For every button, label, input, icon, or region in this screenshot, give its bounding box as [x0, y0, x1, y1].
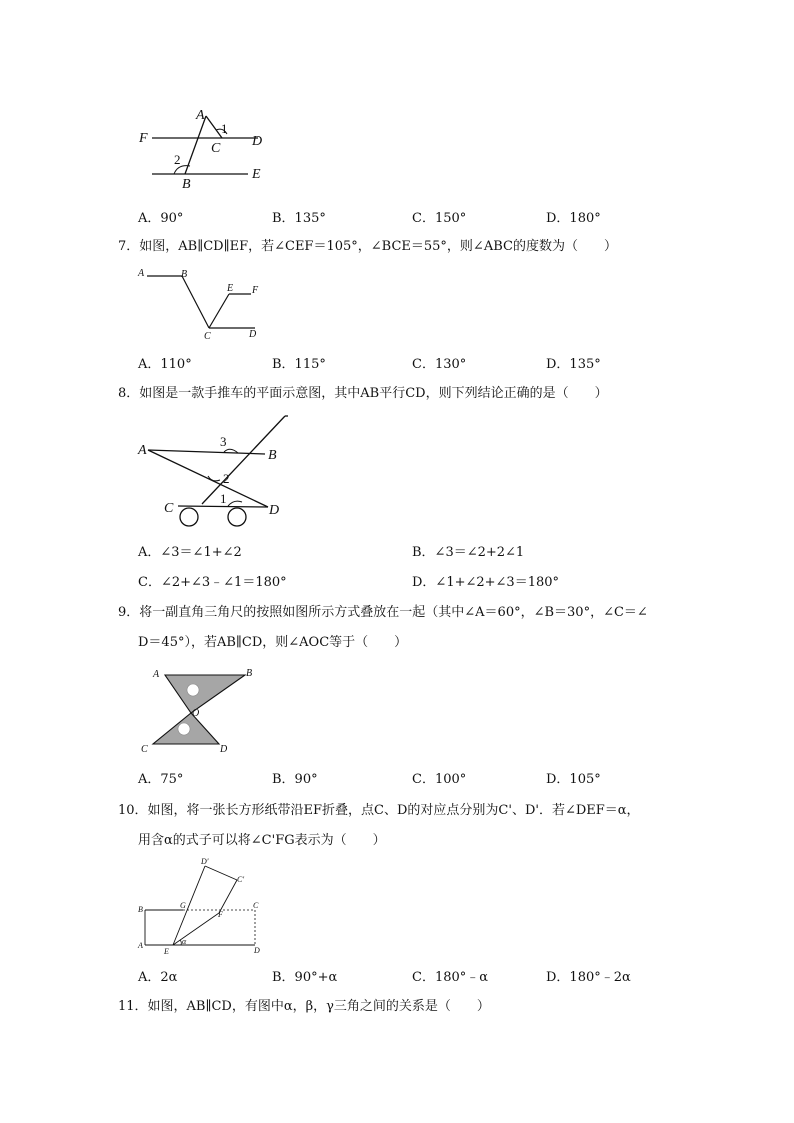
- q9-figure: [135, 660, 265, 755]
- q10-option-c[interactable]: C．180°﹣α: [412, 970, 489, 985]
- q8-label-2: 2: [223, 471, 230, 486]
- q8-figure: [130, 408, 300, 533]
- q9-label-C: C: [141, 744, 148, 755]
- q7-label-C: C: [204, 331, 211, 342]
- q10-label-G: G: [180, 901, 186, 910]
- q10-option-b[interactable]: B．90°+α: [272, 970, 338, 985]
- q8-option-d[interactable]: D．∠1+∠2+∠3＝180°: [412, 575, 560, 590]
- q10-figure: [135, 852, 270, 957]
- q9-label-D: D: [220, 744, 228, 755]
- q10-label-alpha: α: [182, 937, 187, 946]
- q6-option-d[interactable]: D．180°: [546, 211, 601, 226]
- q6-label-1: 1: [221, 121, 228, 136]
- q10-label-A: A: [138, 941, 143, 950]
- q7-option-b[interactable]: B．115°: [272, 357, 326, 372]
- q6-option-a[interactable]: A．90°: [138, 211, 184, 226]
- q10-label-E: E: [164, 947, 169, 956]
- q8-label-A: A: [138, 443, 147, 458]
- q7-label-E: E: [227, 283, 234, 294]
- q10-label-C: C: [253, 901, 259, 910]
- q10-stem-line1: 10．如图，将一张长方形纸带沿EF折叠，点C、D的对应点分别为C'、D'．若∠DEF＝α，: [118, 803, 640, 818]
- q8-label-B: B: [268, 448, 277, 463]
- q9-label-O: O: [192, 708, 200, 719]
- q10-label-B: B: [138, 905, 143, 914]
- q7-figure: [135, 262, 265, 344]
- q8-label-C: C: [164, 501, 174, 516]
- q11-stem: 11．如图，AB∥CD，有图中α，β，γ三角之间的关系是（ ）: [118, 999, 490, 1014]
- q7-option-c[interactable]: C．130°: [412, 357, 467, 372]
- q8-label-D: D: [269, 503, 280, 518]
- q9-option-c[interactable]: C．100°: [412, 772, 467, 787]
- q7-label-B: B: [181, 269, 188, 280]
- q10-option-a[interactable]: A．2α: [138, 970, 178, 985]
- q6-option-c[interactable]: C．150°: [412, 211, 467, 226]
- q6-label-B: B: [182, 177, 191, 192]
- q6-label-A: A: [196, 108, 205, 123]
- q8-option-b[interactable]: B．∠3＝∠2+2∠1: [412, 545, 525, 560]
- q10-label-F: F: [218, 910, 223, 919]
- q8-label-3: 3: [220, 434, 227, 449]
- q9-label-B: B: [246, 668, 253, 679]
- q9-option-d[interactable]: D．105°: [546, 772, 601, 787]
- q6-label-C: C: [211, 141, 221, 156]
- q6-label-E: E: [252, 167, 261, 182]
- q9-option-b[interactable]: B．90°: [272, 772, 318, 787]
- q9-label-A: A: [153, 669, 160, 680]
- q9-option-a[interactable]: A．75°: [138, 772, 184, 787]
- q8-option-c[interactable]: C．∠2+∠3﹣∠1＝180°: [138, 575, 287, 590]
- q7-option-d[interactable]: D．135°: [546, 357, 601, 372]
- q10-label-D: D: [254, 946, 260, 955]
- q10-stem-line2: 用含α的式子可以将∠C'FG表示为（ ）: [138, 833, 386, 848]
- q9-stem-line1: 9．将一副直角三角尺的按照如图所示方式叠放在一起（其中∠A＝60°，∠B＝30°，∠C＝∠: [118, 605, 648, 620]
- q10-label-Dp: D': [201, 857, 209, 866]
- q6-label-D: D: [252, 134, 263, 149]
- q7-option-a[interactable]: A．110°: [138, 357, 192, 372]
- q6-figure: [130, 100, 280, 195]
- q8-label-1: 1: [220, 491, 227, 506]
- q10-option-d[interactable]: D．180°﹣2α: [546, 970, 631, 985]
- q6-label-2: 2: [174, 152, 181, 167]
- q7-stem: 7．如图，AB∥CD∥EF，若∠CEF＝105°，∠BCE＝55°，则∠ABC的度数为（ ）: [118, 239, 617, 254]
- q7-label-A: A: [138, 268, 145, 279]
- q9-stem-line2: D＝45°），若AB∥CD，则∠AOC等于（ ）: [138, 635, 408, 650]
- q10-label-Cp: C': [237, 875, 245, 884]
- q8-option-a[interactable]: A．∠3＝∠1+∠2: [138, 545, 242, 560]
- q7-label-F: F: [252, 285, 259, 296]
- q6-option-b[interactable]: B．135°: [272, 211, 326, 226]
- q6-label-F: F: [139, 131, 148, 146]
- q8-stem: 8．如图是一款手推车的平面示意图，其中AB平行CD，则下列结论正确的是（ ）: [118, 386, 608, 401]
- q7-label-D: D: [249, 329, 257, 340]
